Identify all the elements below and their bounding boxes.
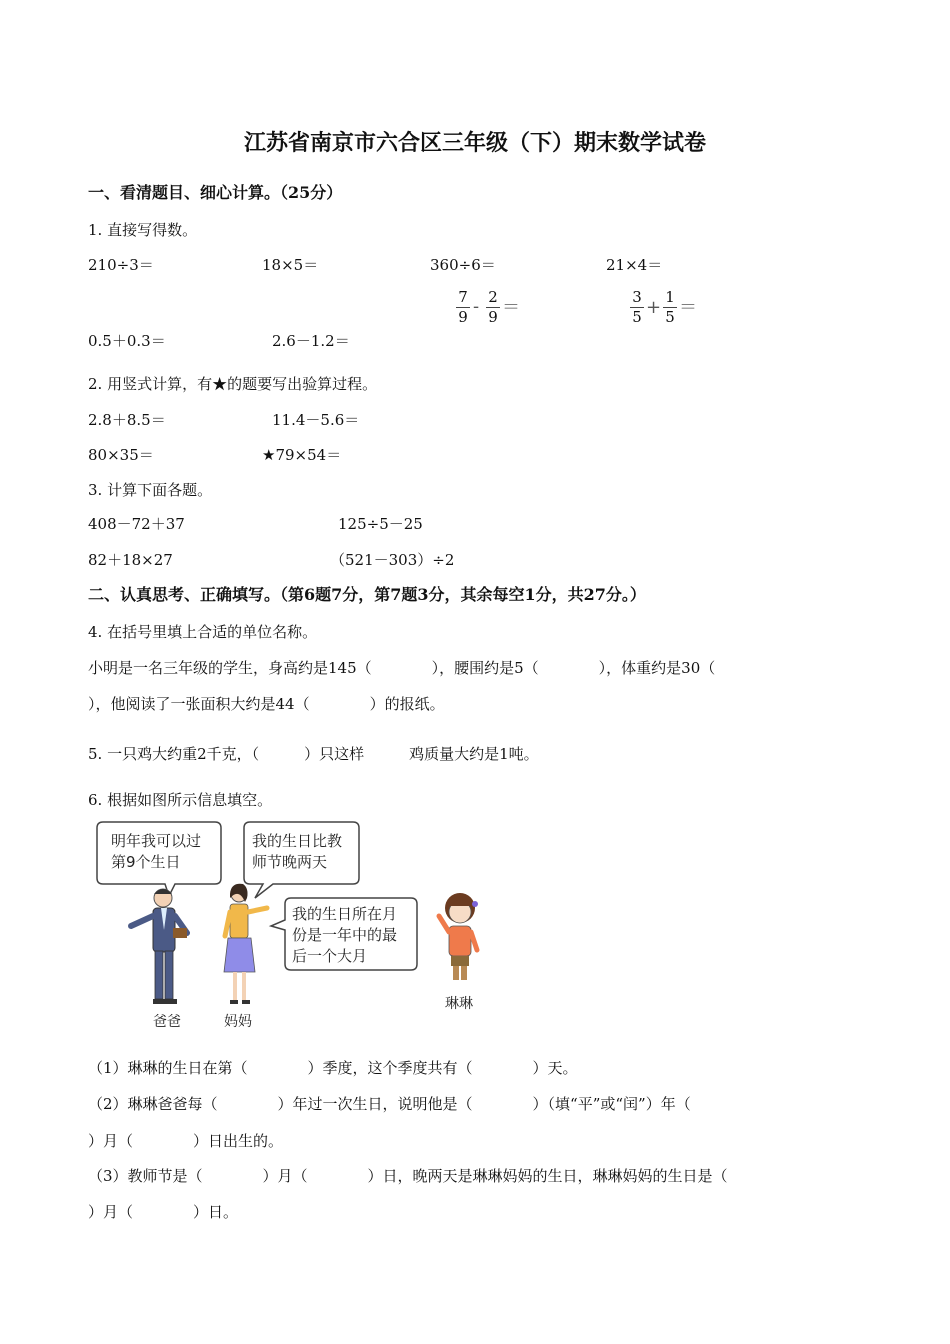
dad-bubble-line-2: 第9个生日	[111, 853, 181, 871]
q1-item-3: 360÷6＝	[430, 256, 496, 274]
plus-sign: +	[646, 297, 662, 318]
birthday-illustration	[95, 818, 515, 1033]
fraction-3-5	[630, 289, 644, 326]
q2-item-2: 11.4－5.6＝	[272, 411, 360, 429]
q3-label: 3. 计算下面各题。	[88, 481, 213, 499]
girl-bubble-line-2: 份是一年中的最	[292, 926, 398, 944]
dad-speech-bubble	[97, 822, 221, 896]
denominator: 5	[665, 308, 675, 326]
dad-caption: 爸爸	[153, 1014, 181, 1030]
section-1-heading: 一、看清题目、细心计算。（25分）	[88, 183, 343, 202]
numerator: 3	[632, 288, 642, 306]
q6-sub-2-line-2: ）月（ ）日出生的。	[88, 1132, 284, 1150]
denominator: 5	[632, 308, 642, 326]
mom-speech-bubble	[244, 822, 359, 898]
q2-item-1: 2.8＋8.5＝	[88, 411, 166, 429]
q6-sub-3-line-1: （3）教师节是（ ）月（ ）日，晚两天是琳琳妈妈的生日，琳琳妈妈的生日是（	[88, 1167, 728, 1185]
girl-speech-bubble	[271, 898, 417, 970]
dad-bubble-line-1: 明年我可以过	[111, 832, 202, 850]
q1-item-6: 2.6－1.2＝	[272, 332, 350, 350]
equals-sign: ＝	[679, 297, 697, 318]
q6-sub-2-line-1: （2）琳琳爸爸每（ ）年过一次生日，说明他是（ ）（填“平”或“闰”）年（	[88, 1095, 691, 1113]
dad-figure	[131, 889, 187, 1004]
minus-sign: -	[473, 296, 480, 317]
denominator: 9	[458, 308, 468, 326]
numerator: 1	[665, 288, 675, 306]
girl-figure	[439, 893, 478, 980]
numerator: 7	[458, 288, 468, 306]
q4-line-1: 小明是一名三年级的学生，身高约是145（ ），腰围约是5（ ），体重约是30（	[88, 659, 716, 677]
q2-item-3: 80×35＝	[88, 446, 154, 464]
q2-label: 2. 用竖式计算，有★的题要写出验算过程。	[88, 375, 378, 393]
q4-line-2: ），他阅读了一张面积大约是44（ ）的报纸。	[88, 695, 445, 713]
fraction-1-5	[663, 289, 677, 326]
q1-item-5: 0.5＋0.3＝	[88, 332, 166, 350]
girl-bubble-line-3: 后一个大月	[292, 947, 368, 965]
q1-item-1: 210÷3＝	[88, 256, 154, 274]
mom-bubble-line-2: 师节晚两天	[252, 853, 328, 871]
q6-sub-3-line-2: ）月（ ）日。	[88, 1203, 239, 1221]
q2-item-4: ★79×54＝	[262, 446, 342, 464]
mom-figure	[224, 884, 267, 1004]
q3-item-1: 408－72＋37	[88, 515, 185, 533]
section-2-heading: 二、认真思考、正确填写。（第6题7分，第7题3分，其余每空1分，共27分。）	[88, 585, 646, 604]
fraction-2-9	[486, 289, 500, 326]
equals-sign: ＝	[502, 297, 520, 318]
numerator: 2	[488, 288, 498, 306]
mom-caption: 妈妈	[224, 1014, 252, 1030]
q3-item-2: 125÷5－25	[338, 515, 423, 533]
q6-sub-1: （1）琳琳的生日在第（ ）季度，这个季度共有（ ）天。	[88, 1059, 578, 1077]
q1-item-4: 21×4＝	[606, 256, 663, 274]
q5-text: 5. 一只鸡大约重2千克，（ ）只这样 鸡质量大约是1吨。	[88, 745, 539, 763]
q1-item-2: 18×5＝	[262, 256, 319, 274]
q3-item-3: 82＋18×27	[88, 551, 173, 569]
q1-label: 1. 直接写得数。	[88, 221, 198, 239]
page-title: 江苏省南京市六合区三年级（下）期末数学试卷	[243, 130, 706, 156]
fraction-7-9	[456, 289, 470, 326]
denominator: 9	[488, 308, 498, 326]
q4-label: 4. 在括号里填上合适的单位名称。	[88, 623, 318, 641]
girl-caption: 琳琳	[445, 996, 473, 1012]
q6-label: 6. 根据如图所示信息填空。	[88, 791, 273, 809]
girl-bubble-line-1: 我的生日所在月	[292, 905, 398, 923]
mom-bubble-line-1: 我的生日比教	[252, 832, 343, 850]
q3-item-4: （521－303）÷2	[330, 551, 455, 569]
